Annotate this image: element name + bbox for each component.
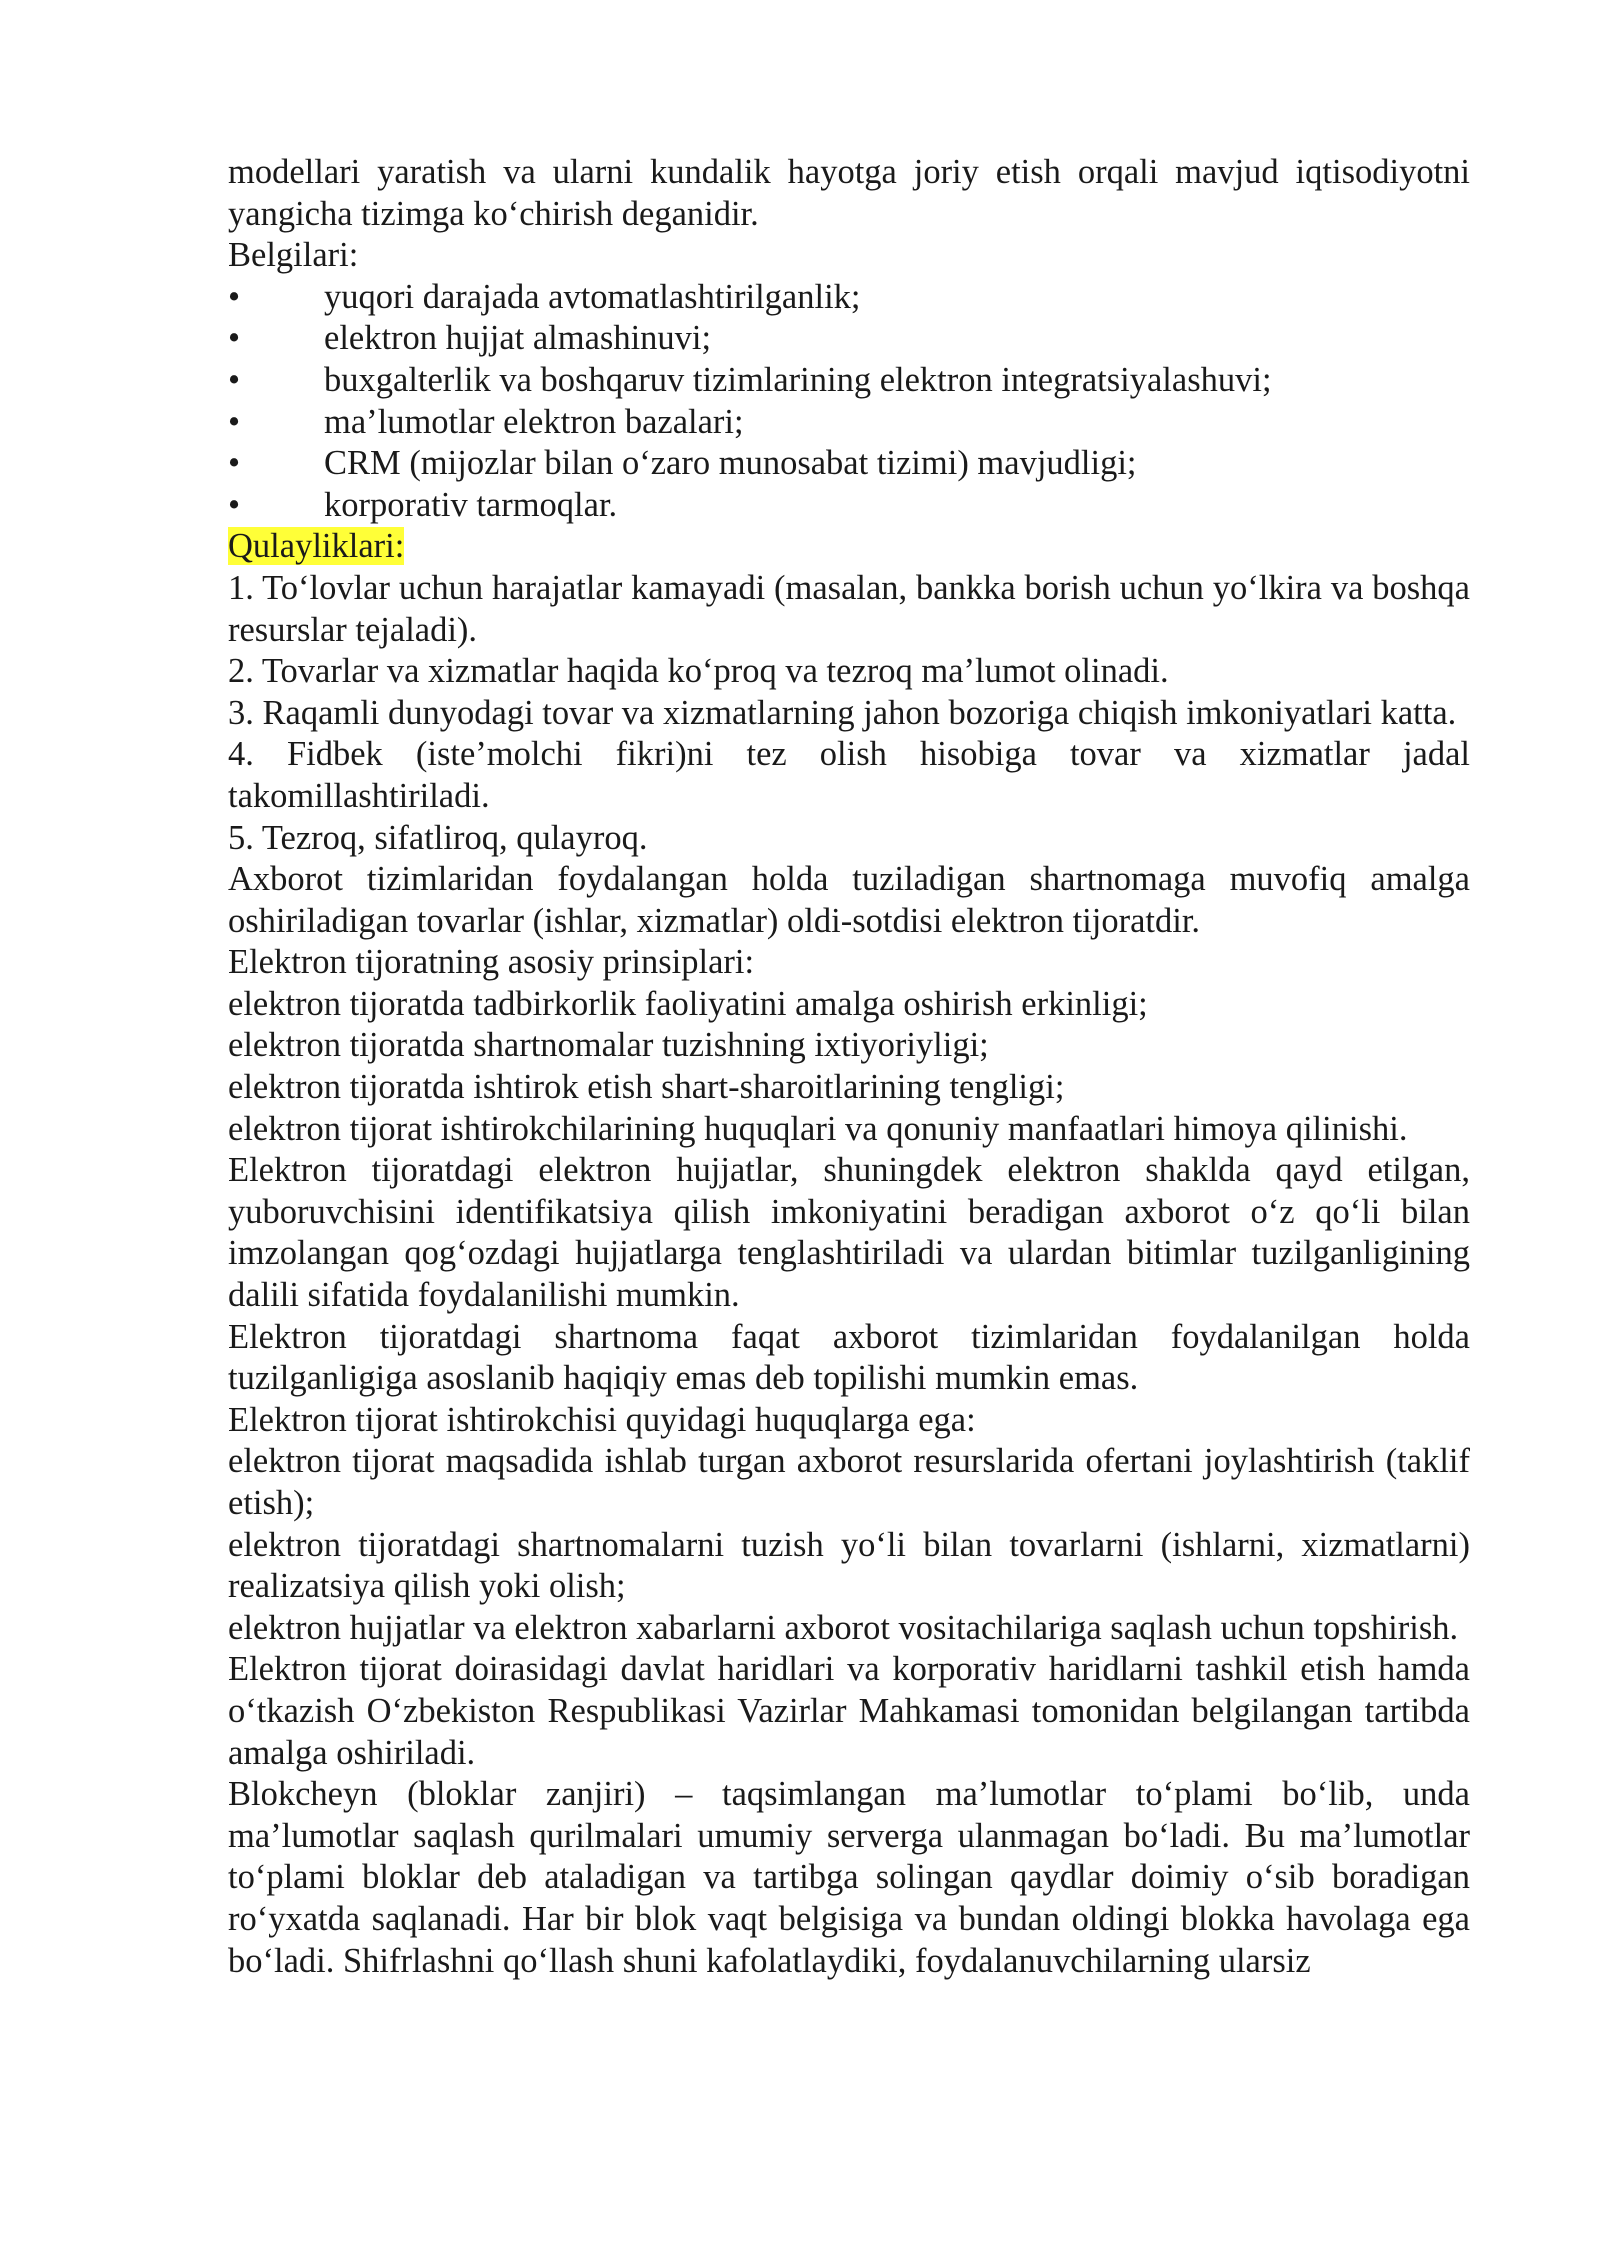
principle-item: elektron tijoratda shartnomalar tuzishning ixtiyoriyligi; (228, 1026, 989, 1065)
contract-paragraph: Elektron tijoratdagi shartnoma faqat axborot tizimlaridan foydalanilgan holda tuzilganligiga asoslanib haqiqiy emas deb topilishi mumkin emas. (228, 1317, 1470, 1398)
bullet-icon: • (228, 402, 241, 441)
rights-heading: Elektron tijorat ishtirokchisi quyidagi huquqlarga ega: (228, 1400, 976, 1439)
numbered-item: 2. Tovarlar va xizmatlar haqida ko‘proq va tezroq ma’lumot olinadi. (228, 652, 1169, 691)
highlighted-heading: Qulayliklari: (228, 527, 405, 566)
rights-item: elektron hujjatlar va elektron xabarlarni axborot vositachilariga saqlash uchun topshirish. (228, 1608, 1459, 1647)
list-item: • buxgalterlik va boshqaruv tizimlarining elektron integratsiyalashuvi; (228, 360, 1470, 402)
list-item: • yuqori darajada avtomatlashtirilganlik; (228, 277, 1470, 319)
numbered-item: 3. Raqamli dunyodagi tovar va xizmatlarning jahon bozoriga chiqish imkoniyatlari katta. (228, 693, 1457, 732)
bullet-icon: • (228, 319, 241, 358)
procurement-paragraph: Elektron tijorat doirasidagi davlat haridlari va korporativ haridlarni tashkil etish hamda o‘tkazish O‘zbekiston Respublikasi Vazirlar Mahkamasi tomonidan belgilangan tartibda amalga oshiriladi. (228, 1650, 1470, 1772)
list-item: • CRM (mijozlar bilan o‘zaro munosabat tizimi) mavjudligi; (228, 443, 1470, 485)
list-item: • ma’lumotlar elektron bazalari; (228, 402, 1470, 444)
numbered-item: 1. To‘lovlar uchun harajatlar kamayadi (masalan, bankka borish uchun yo‘lkira va boshqa resurslar tejaladi). (228, 568, 1470, 649)
principle-item: elektron tijoratda ishtirok etish shart-sharoitlarining tengligi; (228, 1068, 1065, 1107)
bullet-icon: • (228, 444, 241, 483)
principle-item: elektron tijoratda tadbirkorlik faoliyatini amalga oshirish erkinligi; (228, 984, 1148, 1023)
intro-continuation: modellari yaratish va ularni kundalik hayotga joriy etish orqali mavjud iqtisodiyotni yangicha tizimga ko‘chirish deganidir. (228, 153, 1470, 233)
belgilari-list (228, 277, 1470, 527)
blockchain-paragraph: Blokcheyn (bloklar zanjiri) – taqsimlangan ma’lumotlar to‘plami bo‘lib, unda ma’lumotlar saqlash qurilmalari umumiy serverga ulanmagan bo‘ladi. Bu ma’lumotlar to‘plami bloklar deb ataladigan va tartibga solingan qaydlar doimiy o‘sib boradigan ro‘yxatda saqlanadi. Har bir blok vaqt belgisiga va bundan oldingi blokka havolaga ega bo‘ladi. Shifrlashni qo‘llash shuni kafolatlaydiki, foydalanuvchilarning ularsiz (228, 1775, 1470, 1980)
principle-item: elektron tijorat ishtirokchilarining huquqlari va qonuniy manfaatlari himoya qilinishi. (228, 1109, 1408, 1148)
documents-paragraph: Elektron tijoratdagi elektron hujjatlar, shuningdek elektron shaklda qayd etilgan, yuboruvchisini identifikatsiya qilish imkoniyatini beradigan axborot o‘z qo‘li bilan imzolangan qog‘ozdagi hujjatlarga tenglashtiriladi va ulardan bitimlar tuzilganligining dalili sifatida foydalanilishi mumkin. (228, 1151, 1470, 1315)
belgilari-heading: Belgilari: (228, 236, 359, 275)
list-item: • korporativ tarmoqlar. (228, 485, 1470, 527)
list-item: • elektron hujjat almashinuvi; (228, 318, 1470, 360)
definition-paragraph: Axborot tizimlaridan foydalangan holda tuziladigan shartnomaga muvofiq amalga oshiriladigan tovarlar (ishlar, xizmatlar) oldi-sotdisi elektron tijoratdir. (228, 860, 1470, 940)
bullet-icon: • (228, 485, 241, 524)
principles-heading: Elektron tijoratning asosiy prinsiplari: (228, 943, 755, 982)
document-page (228, 152, 1470, 1982)
bullet-icon: • (228, 277, 241, 316)
qulayliklari-heading (228, 526, 1470, 568)
numbered-item: 5. Tezroq, sifatliroq, qulayroq. (228, 818, 648, 857)
rights-item: elektron tijoratdagi shartnomalarni tuzish yo‘li bilan tovarlarni (ishlarni, xizmatlarni) realizatsiya qilish yoki olish; (228, 1525, 1470, 1606)
rights-item: elektron tijorat maqsadida ishlab turgan axborot resurslarida ofertani joylashtirish (taklif etish); (228, 1442, 1470, 1522)
numbered-item: 4. Fidbek (iste’molchi fikri)ni tez olish hisobiga tovar va xizmatlar jadal takomillashtiriladi. (228, 735, 1470, 815)
bullet-icon: • (228, 360, 241, 399)
